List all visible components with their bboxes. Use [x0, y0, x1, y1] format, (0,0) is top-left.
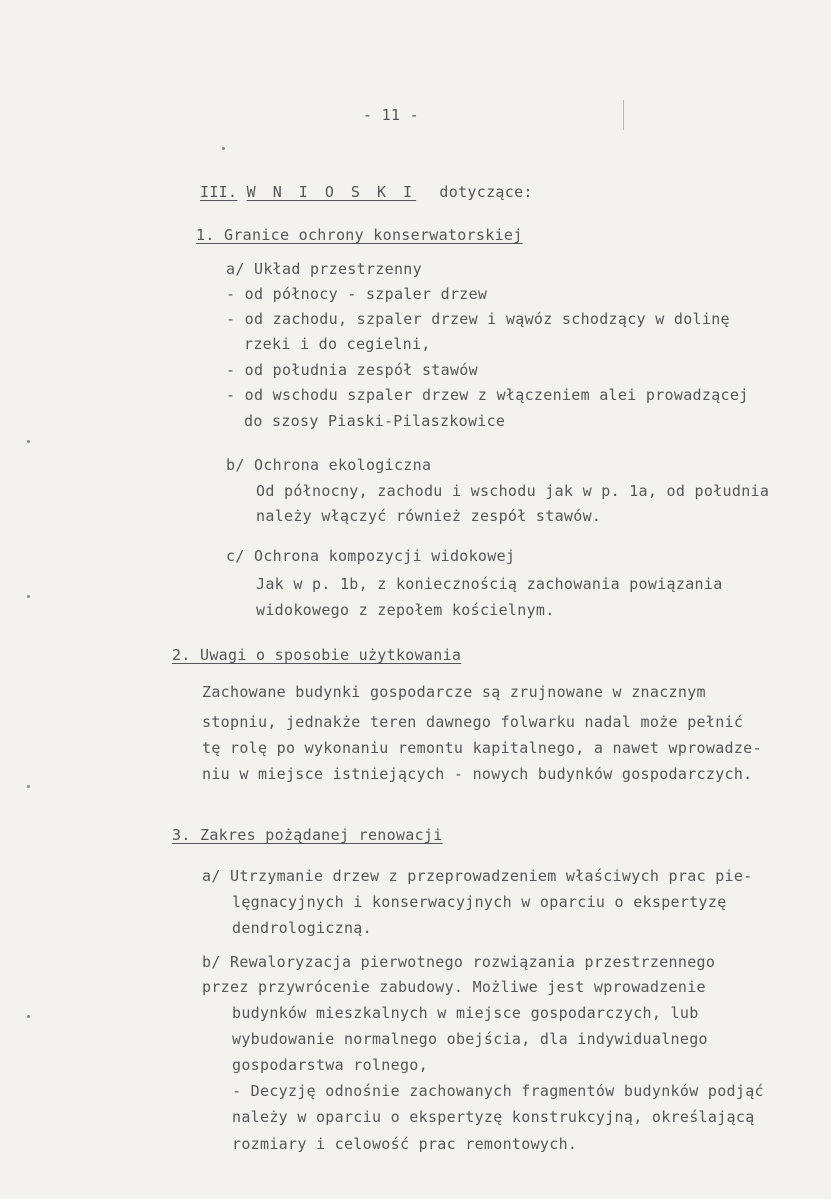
item-1-line: Od północny, zachodu i wschodu jak w p. 1a, od południa [256, 482, 770, 500]
item-1-line: widokowego z zepołem kościelnym. [256, 601, 555, 619]
page-number: - 11 - [363, 106, 419, 124]
item-3-line: przez przywrócenie zabudowy. Możliwe jest wprowadzenie [202, 978, 706, 996]
item-3-line: budynków mieszkalnych w miejsce gospodarczych, lub [232, 1004, 699, 1022]
item-3-line: b/ Rewaloryzacja pierwotnego rozwiązania przestrzennego [202, 953, 716, 971]
item-1-line: rzeki i do cegielni, [244, 335, 431, 353]
item-3-line: należy w oparciu o ekspertyzę konstrukcyjną, określającą [232, 1108, 755, 1126]
item-2-line: stopniu, jednakże teren dawnego folwarku nadal może pełnić [202, 713, 744, 731]
scan-line [623, 100, 624, 130]
item-2-heading: 2. Uwagi o sposobie użytkowania [172, 646, 462, 664]
item-1-line: - od południa zespół stawów [226, 361, 478, 379]
item-2-line: tę rolę po wykonaniu remontu kapitalnego, a nawet wprowadze- [202, 739, 762, 757]
item-3-line: a/ Utrzymanie drzew z przeprowadzeniem właściwych prac pie- [202, 867, 753, 885]
item-2-line: Zachowane budynki gospodarcze są zrujnowane w znacznym [202, 683, 706, 701]
section-title: W N I O S K I [246, 183, 417, 201]
item-3-line: lęgnacyjnych i konserwacyjnych w oparciu o ekspertyzę [232, 893, 727, 911]
scan-speck [27, 1015, 30, 1018]
item-3-line: - Decyzję odnośnie zachowanych fragmentów budynków podjąć [232, 1082, 764, 1100]
item-1-line: - od północy - szpaler drzew [226, 285, 488, 303]
item-1-heading: 1. Granice ochrony konserwatorskiej [196, 226, 523, 244]
item-1-line: do szosy Piaski-Pilaszkowice [244, 412, 506, 430]
item-3-heading: 3. Zakres pożądanej renowacji [172, 826, 443, 844]
item-3-line: rozmiary i celowość prac remontowych. [232, 1135, 578, 1153]
scan-speck [27, 785, 30, 788]
item-2-line: niu w miejsce istniejących - nowych budynków gospodarczych. [202, 765, 753, 783]
item-1-line: Jak w p. 1b, z koniecznością zachowania powiązania [256, 575, 723, 593]
item-1-line: - od zachodu, szpaler drzew i wąwóz schodzący w dolinę [226, 310, 730, 328]
section-heading [200, 183, 533, 201]
item-1-line: - od wschodu szpaler drzew z włączeniem alei prowadzącej [226, 386, 749, 404]
item-1-line: a/ Układ przestrzenny [226, 260, 422, 278]
scan-speck [27, 595, 30, 598]
item-3-line: dendrologiczną. [232, 919, 372, 937]
item-3-line: gospodarstwa rolnego, [232, 1056, 428, 1074]
scan-speck [222, 147, 225, 150]
item-1-line: należy włączyć również zespół stawów. [256, 507, 602, 525]
section-suffix: dotyczące: [439, 183, 533, 201]
item-1-line: b/ Ochrona ekologiczna [226, 456, 432, 474]
scan-speck [27, 440, 30, 443]
item-1-line: c/ Ochrona kompozycji widokowej [226, 547, 516, 565]
item-3-line: wybudowanie normalnego obejścia, dla indywidualnego [232, 1030, 708, 1048]
section-number: III. [200, 183, 238, 201]
